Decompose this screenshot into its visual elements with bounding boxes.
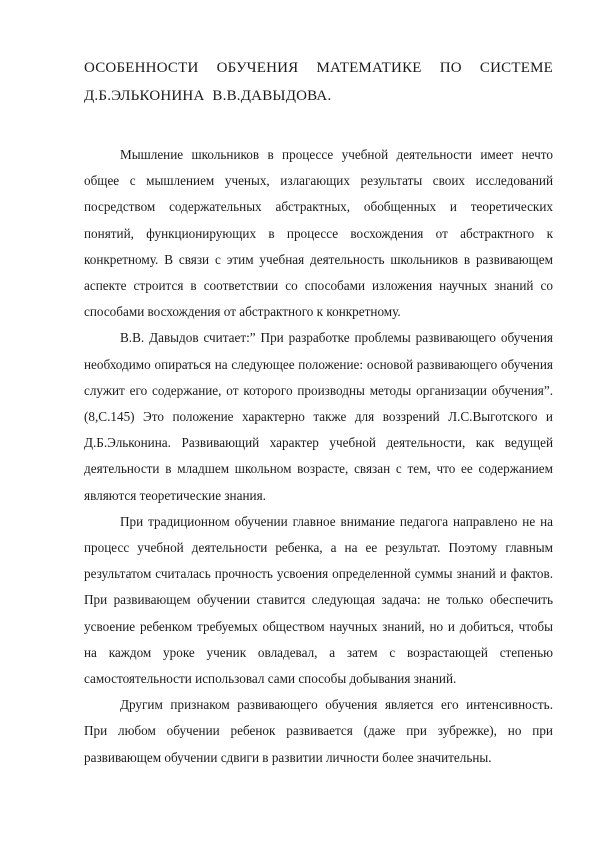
paragraph-2: В.В. Давыдов считает:” При разработке проблемы развивающего обучения необходимо опираться на следующее положение: основой развивающего обучения служит его содержание, от которого производны методы организации обучения”.(8,С.145) Это положение характерно также для воззрений Л.С.Выготского и Д.Б.Эльконина. Развивающий характер учебной деятельности, как ведущей деятельности в младшем школьном возрасте, связан с тем, что ее содержанием являются теоретические знания. — [84, 330, 553, 503]
paragraph-3: При традиционном обучении главное внимание педагога направлено не на процесс учебной деятельности ребенка, а на ее результат. Поэтому главным результатом считалась прочность усвоения определенной суммы знаний и фактов. При развивающем обучении ставится следующая задача: не только обеспечить усвоение ребенком требуемых обществом научных знаний, но и добиться, чтобы на каждом уроке ученик овладевал, а затем с возрастающей степенью самостоятельности использовал сами способы добывания знаний. — [84, 513, 553, 687]
document-body — [84, 54, 553, 771]
paragraph-1: Мышление школьников в процессе учебной деятельности имеет нечто общее с мышлением ученых, излагающих результаты своих исследований посредством содержательных абстрактных, обобщенных и теоретических понятий, функционирующих в процессе восхождения от абстрактного к конкретному. В связи с этим учебная деятельность школьников в развивающем аспекте строится в соответствии со способами изложения научных знаний со способами восхождения от абстрактного к конкретному. — [84, 147, 553, 320]
document-title: ОСОБЕННОСТИ ОБУЧЕНИЯ МАТЕМАТИКЕ ПО СИСТЕМЕ Д.Б.ЭЛЬКОНИНА В.В.ДАВЫДОВА. — [84, 60, 553, 104]
paragraph-4: Другим признаком развивающего обучения является его интенсивность. При любом обучении ребенок развивается (даже при зубрежке), но при развивающем обучении сдвиги в развитии личности более значительны. — [84, 697, 553, 765]
